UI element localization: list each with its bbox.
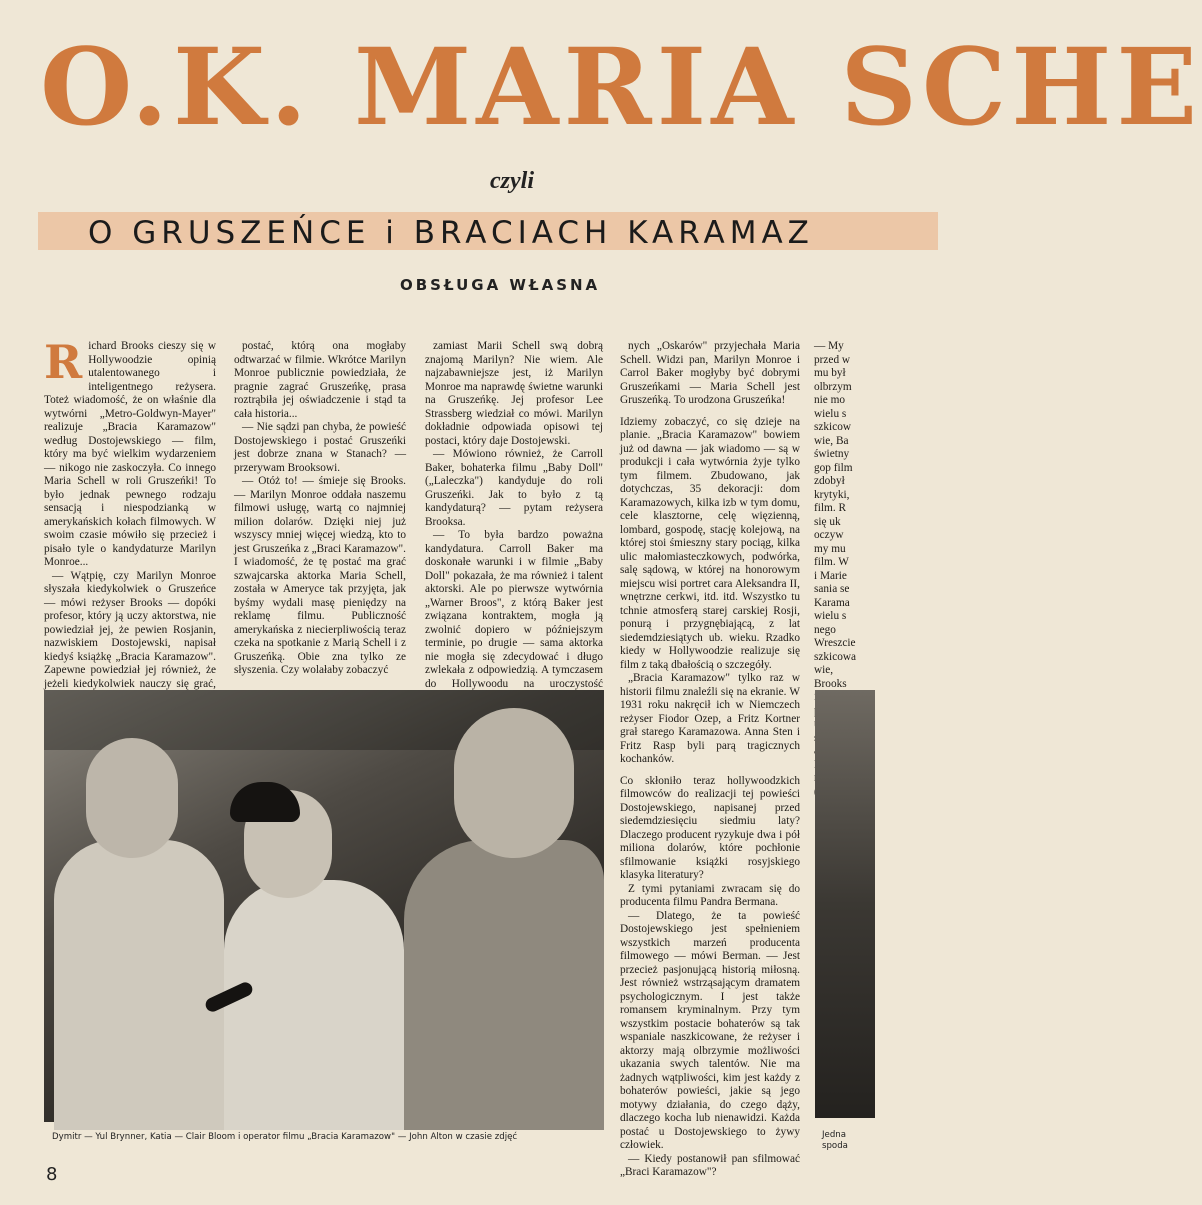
- photo-caption: Dymitr — Yul Brynner, Katia — Clair Bloom i operator filmu „Bracia Karamazow" — John Alton w czasie zdjęć: [52, 1132, 518, 1142]
- article-column-4: [620, 340, 800, 1178]
- paragraph: — Mówiono również, że Carroll Baker, bohaterka filmu „Baby Doll" („Laleczka") kandyduje do roli Gruszeńki. Jak to było z tą kandydaturą? — pytam reżysera Brooksa.: [425, 448, 603, 528]
- figure-right-head: [454, 708, 574, 858]
- headline: O.K. MARIA SCHE: [40, 24, 1202, 149]
- article-column-2: [234, 340, 406, 680]
- paragraph: — To była bardzo poważna kandydatura. Carroll Baker ma doskonałe warunki i w filmie „Baby Doll" pokazała, że ma również i talent aktorski. Ale po pierwsze wytwórnia „Warner Broos", z którą Baker jest związana kontraktem, mogła ją zwolnić dopiero w późniejszym terminie, po drugie — sama aktorka nie mogła się zdecydować i długo zwlekała z odpowiedzią. A tymczasem do Hollywoodu na uroczystość: [425, 529, 603, 690]
- paragraph: Co skłoniło teraz hollywoodzkich filmowców do realizacji tej powieści Dostojewskiego, napisanej przed siedemdziesięciu siedmiu laty? Dlaczego producent ryzykuje dwa i pół miliona dolarów, które pochłonie sfilmowanie książki rosyjskiego klasyka literatury?: [620, 774, 800, 881]
- paragraph: ichard Brooks cieszy się w Hollywoodzie opinią utalentowanego i inteligentnego reżysera. Toteż wiadomość, że on właśnie dla wytwórni „Metro-Goldwyn-Mayer" realizuje „Bracia Karamazow" według Dostojewskiego — film, który ma być wielkim wydarzeniem — nikogo nie zaskoczyła. Co innego Maria Schell w roli Gruszeńki! To było jednak pewnego rodzaju sensacją i niespodzianką w amerykańskich kołach filmowych. W swoim czasie mówiło się przecież i pisało tyle o kandydaturze Marilyn Monroe...: [44, 340, 216, 568]
- paragraph: zamiast Marii Schell swą dobrą znajomą Marilyn? Nie wiem. Ale najzabawniejsze jest, iż Marilyn Monroe ma naprawdę świetne warunki na Gruszeńkę. Jej profesor Lee Strassberg wiedział co mówi. Marilyn dokładnie odpowiada opisowi tej postaci, który daje Dostojewski.: [425, 340, 603, 447]
- czyli-label: czyli: [490, 168, 534, 194]
- paragraph: „Bracia Karamazow" tylko raz w historii filmu znaleźli się na ekranie. W 1931 roku nakręcił ich w Niemczech reżyser Fiodor Ozep, a Fritz Kortner grał starego Karamazowa. Anna Sten i Fritz Rasp byli parą tragicznych kochanków.: [620, 672, 800, 765]
- film-set-photo: [44, 690, 604, 1122]
- article-column-5: [814, 340, 857, 690]
- paragraph: Idziemy zobaczyć, co się dzieje na planie. „Bracia Karamazow" bowiem już od dawna — jak wiadomo — są w produkcji i cała wytwórnia żyje tylko tym filmem. Zbudowano, jak dotychczas, 35 dekoracji: dom Karamazowych, kilka izb w tym domu, cele klasztorne, celę więzienną, lombard, gospodę, stację kolejową, na której stoi śmieszny stary pociąg, kilka ulic małomiasteczkowych, podwórka, salę sądową, w której na honorowym miejscu wisi portret cara Aleksandra II, wnętrzne cerkwi, itd. itd. Wszystko tu tchnie atmosferą starej carskiej Rosji, ponurą i przygnębiającą, z lat siedemdziesiątych ub. wieku. Rzadko kiedy w Hollywoodzie realizuje się film z taką dbałością o szczegóły.: [620, 415, 800, 671]
- paragraph: — Nie sądzi pan chyba, że powieść Dostojewskiego i postać Gruszeńki jest dobrze znana w Stanach? — przerywam Brooksowi.: [234, 421, 406, 474]
- side-photo: [815, 690, 875, 1118]
- paragraph: — Wątpię, czy Marilyn Monroe słyszała kiedykolwiek o Gruszeńce — mówi reżyser Brooks — dopóki profesor, który ją uczy aktorstwa, nie powiedział jej, że pewien Rosjanin, nazwiskiem Dostojewski, napisał kiedyś książkę „Bracia Karamazow". Zapewne powiedział jej również, że jeżeli kiedykolwiek nauczy się grać,: [44, 569, 216, 690]
- figure-center: [224, 880, 404, 1130]
- paragraph: — Kiedy postanowił pan sfilmować „Braci Karamazow"?: [620, 1152, 800, 1178]
- subtitle: O GRUSZEŃCE i BRACIACH KARAMAZ: [88, 215, 814, 251]
- figure-center-hair: [230, 782, 300, 822]
- paragraph: — Otóż to! — śmieje się Brooks. — Marilyn Monroe oddała naszemu filmowi usługę, wartą co najmniej milion dolarów. Dzięki niej już wszyscy mniej więcej wiedzą, kto to jest Gruszeńka z „Braci Karamazow". I wiadomość, że tę postać ma grać szwajcarska aktorka Maria Schell, została w Ameryce tak przyjęta, jak byśmy wydali masę pieniędzy na reklamę filmu. Publiczność amerykańska z niecierpliwością teraz czeka na spotkanie z Marią Schell i z Gruszeńką. Obie zna tylko ze słyszenia. Czy wolałaby zobaczyć: [234, 475, 406, 676]
- paragraph: Z tymi pytaniami zwracam się do producenta filmu Pandra Bermana.: [620, 882, 800, 908]
- paragraph: nych „Oskarów" przyjechała Maria Schell. Widzi pan, Marilyn Monroe i Carrol Baker mogłyby być dobrymi Gruszeńkami — Maria Schell jest Gruszeńką. To urodzona Gruszeńka!: [620, 340, 800, 406]
- paragraph: — Dlatego, że ta powieść Dostojewskiego jest spełnieniem wszystkich marzeń producenta filmowego — mówi Berman. — Jest przecież pasjonującą historią miłosną. Jest również wstrząsającym dramatem psychologicznym. I jest także romansem kryminalnym. Przy tym wszystkim postacie bohaterów są tak wspaniale naszkicowane, że reżyser i aktorzy mają olbrzymie możliwości ukazania swych talentów. Nie ma żadnych wątpliwości, kim jest każdy z bohaterów powieści, jakie są jego motywy działania, do czego dąży, dlaczego kocha lub nienawidzi. Każda postać u Dostojewskiego to żywy człowiek.: [620, 909, 800, 1151]
- drop-cap: R: [44, 335, 83, 389]
- byline: OBSŁUGA WŁASNA: [400, 276, 601, 294]
- paragraph: — My przed w mu był olbrzym nie mo wielu s szkicow wie, Ba świetny gop film zdobył krytyki, film. R się uk oczyw my mu film. W i Marie sania se Karama wielu s nego Wreszcie szkicowa wie, Brooks: [814, 340, 857, 690]
- article-column-3: [425, 340, 603, 690]
- figure-right: [404, 840, 604, 1130]
- paragraph: postać, którą ona mogłaby odtwarzać w filmie. Wkrótce Marilyn Monroe publicznie powiedziała, że pragnie zagrać Gruszeńkę, prasa roztrąbiła jej oświadczenie i stąd ta cała historia...: [234, 340, 406, 420]
- page-number: 8: [46, 1164, 58, 1185]
- figure-left-head: [86, 738, 178, 858]
- side-photo-caption: Jedna spoda: [822, 1130, 848, 1151]
- article-column-1: [44, 335, 216, 690]
- figure-left: [54, 840, 224, 1130]
